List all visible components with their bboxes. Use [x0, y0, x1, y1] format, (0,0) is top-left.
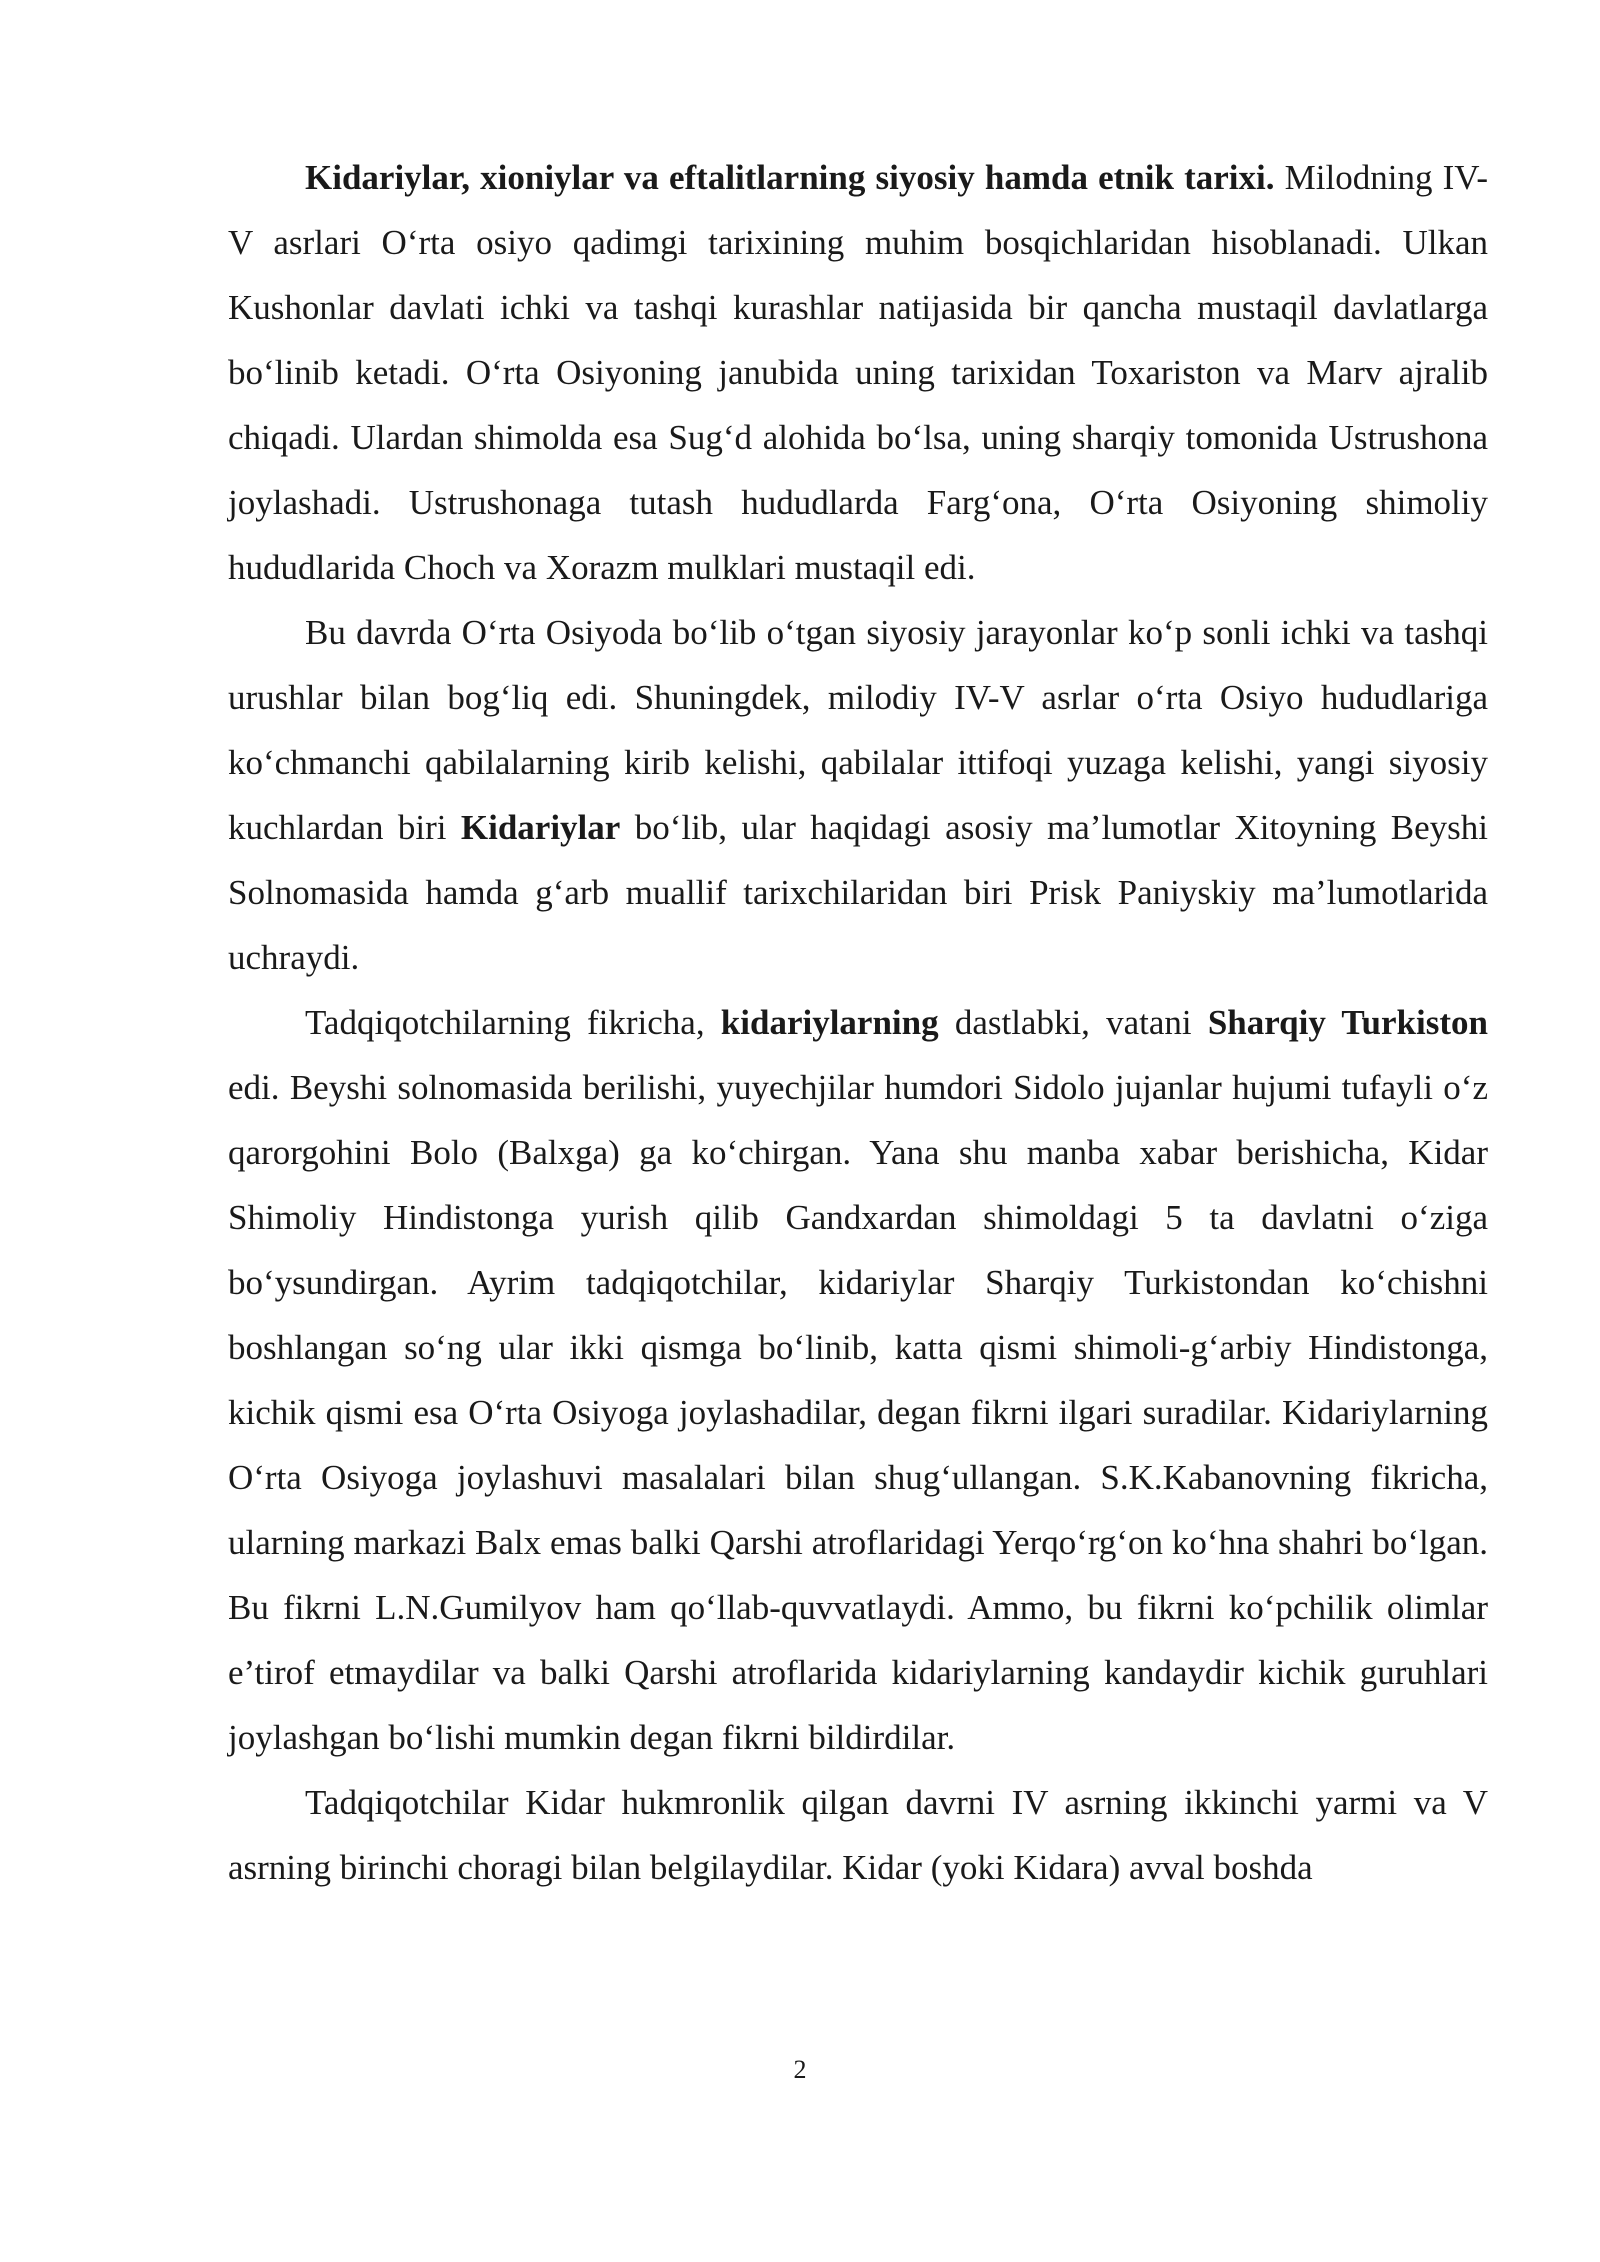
paragraph-text: dastlabki, vatani [938, 1003, 1208, 1042]
paragraph [228, 1770, 1488, 1900]
section-heading: Kidariylar, xioniylar va eftalitlarning siyosiy hamda etnik tarixi. [305, 158, 1275, 197]
document-body [228, 145, 1488, 1900]
bold-term: Kidariylar [460, 808, 621, 847]
paragraph-text: bo‘lib, ular haqidagi asosiy ma’lumotlar Xitoyning Beyshi Solnomasida hamda g‘arb muallif tarixchilaridan biri Prisk Paniyskiy ma’lumotlarida uchraydi. [228, 808, 1488, 977]
bold-term: kidariylarning [720, 1003, 939, 1042]
paragraph-text: edi. Beyshi solnomasida berilishi, yuyechjilar humdori Sidolo jujanlar hujumi tufayli o‘z qarorgohini Bolo (Balxga) ga ko‘chirgan. Yana shu manba xabar berishicha, Kidar Shimoliy Hindistonga yurish qilib Gandxardan shimoldagi 5 ta davlatni o‘ziga bo‘ysundirgan. Ayrim tadqiqotchilar, kidariylar Sharqiy Turkistondan ko‘chishni boshlangan so‘ng ular ikki qismga bo‘linib, katta qismi shimoli-g‘arbiy Hindistonga, kichik qismi esa O‘rta Osiyoga joylashadilar, degan fikrni ilgari suradilar. Kidariylarning O‘rta Osiyoga joylashuvi masalalari bilan shug‘ullangan. S.K.Kabanovning fikricha, ularning markazi Balx emas balki Qarshi atroflaridagi Yerqo‘rg‘on ko‘hna shahri bo‘lgan. Bu fikrni L.N.Gumilyov ham qo‘llab-quvvatlaydi. Ammo, bu fikrni ko‘pchilik olimlar e’tirof etmaydilar va balki Qarshi atroflarida kidariylarning kandaydir kichik guruhlari joylashgan bo‘lishi mumkin degan fikrni bildirdilar. [228, 1068, 1488, 1757]
paragraph-text: Tadqiqotchilarning fikricha, [305, 1003, 721, 1042]
paragraph-text: Milodning IV-V asrlari O‘rta osiyo qadimgi tarixining muhim bosqichlaridan hisoblanadi. Ulkan Kushonlar davlati ichki va tashqi kurashlar natijasida bir qancha mustaqil davlatlarga bo‘linib ketadi. O‘rta Osiyoning janubida uning tarixidan Toxariston va Marv ajralib chiqadi. Ulardan shimolda esa Sug‘d alohida bo‘lsa, uning sharqiy tomonida Ustrushona joylashadi. Ustrushonaga tutash hududlarda Farg‘ona, O‘rta Osiyoning shimoliy hududlarida Choch va Xorazm mulklari mustaqil edi. [228, 158, 1488, 587]
paragraph [228, 145, 1488, 600]
paragraph [228, 600, 1488, 990]
bold-term: Sharqiy Turkiston [1207, 1003, 1488, 1042]
paragraph-text: Tadqiqotchilar Kidar hukmronlik qilgan davrni IV asrning ikkinchi yarmi va V asrning birinchi choragi bilan belgilaydilar. Kidar (yoki Kidara) avval boshda [228, 1783, 1488, 1887]
paragraph [228, 990, 1488, 1770]
page-number: 2 [793, 2055, 807, 2084]
paragraph-text: Bu davrda O‘rta Osiyoda bo‘lib o‘tgan siyosiy jarayonlar ko‘p sonli ichki va tashqi urushlar bilan bog‘liq edi. Shuningdek, milodiy IV-V asrlar o‘rta Osiyo hududlariga ko‘chmanchi qabilalarning kirib kelishi, qabilalar ittifoqi yuzaga kelishi, yangi siyosiy kuchlardan biri [228, 613, 1488, 847]
